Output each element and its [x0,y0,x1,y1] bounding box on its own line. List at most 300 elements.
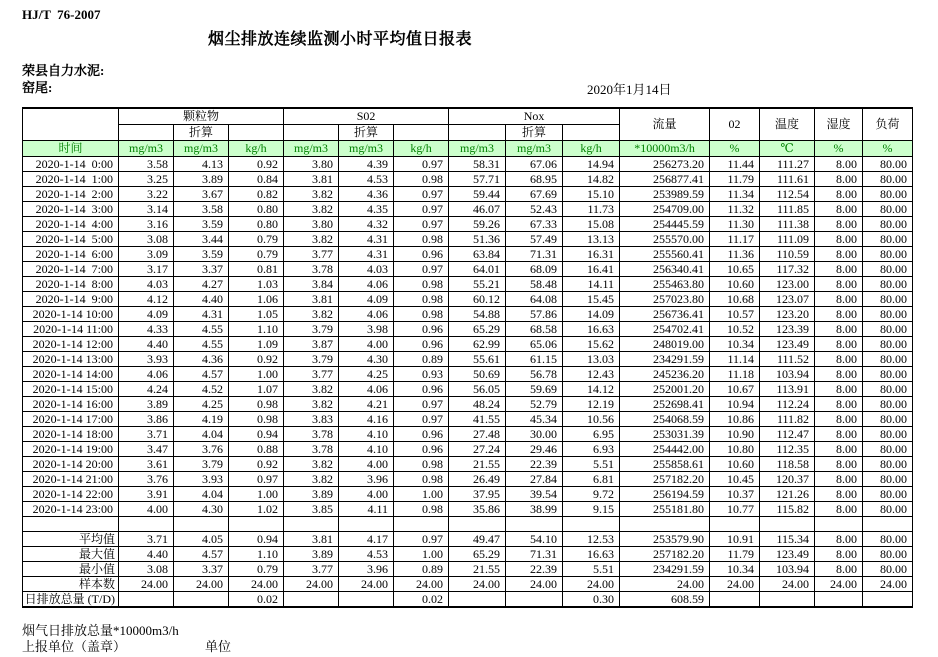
value-cell: 117.32 [760,261,815,276]
value-cell: 80.00 [863,471,913,486]
value-cell: 4.06 [339,276,394,291]
value-cell: 80.00 [863,396,913,411]
stack-name: 窑尾: [22,80,53,95]
col-flow: 流量 [620,108,710,140]
summary-value-cell: 3.81 [284,531,339,546]
value-cell: 0.96 [394,426,449,441]
value-cell: 4.10 [339,441,394,456]
data-row [23,501,913,516]
value-cell: 4.27 [174,276,229,291]
value-cell: 4.09 [119,306,174,321]
summary-value-cell: 0.02 [394,591,449,607]
value-cell: 60.12 [449,291,506,306]
time-cell: 2020-1-14 5:00 [23,231,119,246]
summary-value-cell: 3.77 [284,561,339,576]
value-cell: 111.85 [760,201,815,216]
value-cell: 4.57 [174,366,229,381]
time-cell: 2020-1-14 3:00 [23,201,119,216]
value-cell: 0.96 [394,321,449,336]
value-cell: 256736.41 [620,306,710,321]
summary-value-cell: 0.30 [563,591,620,607]
data-row [23,171,913,186]
monitoring-report-table [22,107,913,608]
summary-value-cell: 24.00 [119,576,174,591]
time-cell: 2020-1-14 1:00 [23,171,119,186]
summary-value-cell: 123.49 [760,546,815,561]
value-cell: 0.82 [229,186,284,201]
value-cell: 0.80 [229,201,284,216]
value-cell: 4.11 [339,501,394,516]
value-cell: 254702.41 [620,321,710,336]
spacer-cell [394,516,449,531]
value-cell: 46.07 [449,201,506,216]
value-cell: 22.39 [506,456,563,471]
reporting-unit-label: 上报单位（盖章） [22,639,127,654]
flue-gas-total-label: 烟气日排放总量*10000m3/h [22,623,179,638]
spacer-cell [174,516,229,531]
value-cell: 8.00 [815,216,863,231]
time-cell: 2020-1-14 22:00 [23,486,119,501]
value-cell: 3.61 [119,456,174,471]
value-cell: 58.48 [506,276,563,291]
value-cell: 0.96 [394,336,449,351]
summary-value-cell: 103.94 [760,561,815,576]
summary-value-cell: 0.02 [229,591,284,607]
value-cell: 111.82 [760,411,815,426]
value-cell: 1.00 [394,486,449,501]
value-cell: 5.51 [563,456,620,471]
summary-label [23,591,119,607]
value-cell: 1.06 [229,291,284,306]
value-cell: 3.89 [284,486,339,501]
value-cell: 67.33 [506,216,563,231]
value-cell: 80.00 [863,456,913,471]
value-cell: 253989.59 [620,186,710,201]
value-cell: 13.13 [563,231,620,246]
subcol-converted: 折算 [339,124,394,140]
summary-value-cell: 24.00 [710,576,760,591]
value-cell: 68.09 [506,261,563,276]
value-cell: 45.34 [506,411,563,426]
value-cell: 67.69 [506,186,563,201]
data-row [23,351,913,366]
time-cell: 2020-1-14 14:00 [23,366,119,381]
time-cell: 2020-1-14 16:00 [23,396,119,411]
summary-value-cell: 49.47 [449,531,506,546]
value-cell: 15.62 [563,336,620,351]
data-row [23,456,913,471]
value-cell: 80.00 [863,411,913,426]
value-cell: 10.68 [710,291,760,306]
value-cell: 80.00 [863,501,913,516]
unit-header: ℃ [760,140,815,156]
value-cell: 12.19 [563,396,620,411]
value-cell: 0.84 [229,171,284,186]
data-row [23,231,913,246]
value-cell: 3.58 [174,201,229,216]
value-cell: 120.37 [760,471,815,486]
summary-value-cell: 8.00 [815,546,863,561]
value-cell: 3.58 [119,156,174,171]
value-cell: 80.00 [863,186,913,201]
value-cell: 80.00 [863,441,913,456]
time-cell: 2020-1-14 6:00 [23,246,119,261]
value-cell: 112.24 [760,396,815,411]
summary-max-row [23,546,913,561]
spacer-cell [815,516,863,531]
value-cell: 59.44 [449,186,506,201]
value-cell: 29.46 [506,441,563,456]
col-group-nox: Nox [449,108,620,124]
value-cell: 3.09 [119,246,174,261]
summary-value-cell: 24.00 [760,576,815,591]
value-cell: 4.53 [339,171,394,186]
value-cell: 15.10 [563,186,620,201]
spacer-cell [339,516,394,531]
summary-value-cell: 10.34 [710,561,760,576]
value-cell: 57.49 [506,231,563,246]
data-row [23,216,913,231]
unit-header: mg/m3 [284,140,339,156]
value-cell: 1.03 [229,276,284,291]
subcol-blank [449,124,506,140]
summary-value-cell: 24.00 [339,576,394,591]
subcol-blank [284,124,339,140]
value-cell: 110.59 [760,246,815,261]
spacer-cell [284,516,339,531]
value-cell: 0.97 [229,471,284,486]
summary-value-cell: 1.00 [394,546,449,561]
value-cell: 57.71 [449,171,506,186]
value-cell: 15.45 [563,291,620,306]
value-cell: 252001.20 [620,381,710,396]
value-cell: 3.59 [174,246,229,261]
summary-value-cell: 8.00 [815,561,863,576]
spacer-cell [506,516,563,531]
value-cell: 12.43 [563,366,620,381]
value-cell: 3.83 [284,411,339,426]
value-cell: 1.00 [229,486,284,501]
time-header-spacer [23,108,119,140]
value-cell: 3.87 [284,336,339,351]
value-cell: 3.80 [284,216,339,231]
value-cell: 27.48 [449,426,506,441]
value-cell: 80.00 [863,261,913,276]
value-cell: 4.31 [339,246,394,261]
spacer-cell [119,516,174,531]
summary-value-cell: 0.97 [394,531,449,546]
summary-label-text: 平均值 [78,531,115,546]
summary-value-cell [449,591,506,607]
value-cell: 80.00 [863,291,913,306]
unit-header: kg/h [563,140,620,156]
value-cell: 8.00 [815,291,863,306]
spacer-cell [563,516,620,531]
value-cell: 64.01 [449,261,506,276]
summary-value-cell: 0.79 [229,561,284,576]
value-cell: 111.52 [760,351,815,366]
value-cell: 0.97 [394,156,449,171]
value-cell: 3.96 [339,471,394,486]
value-cell: 35.86 [449,501,506,516]
value-cell: 54.88 [449,306,506,321]
subcol-converted: 折算 [174,124,229,140]
summary-value-cell: 1.10 [229,546,284,561]
data-row [23,411,913,426]
value-cell: 10.52 [710,321,760,336]
spacer-cell [229,516,284,531]
spacer-cell [863,516,913,531]
time-cell: 2020-1-14 18:00 [23,426,119,441]
value-cell: 11.14 [710,351,760,366]
value-cell: 1.09 [229,336,284,351]
summary-label-text: 最大值 [78,546,115,561]
value-cell: 65.06 [506,336,563,351]
summary-value-cell: 3.71 [119,531,174,546]
value-cell: 0.98 [394,456,449,471]
value-cell: 255858.61 [620,456,710,471]
value-cell: 112.35 [760,441,815,456]
value-cell: 8.00 [815,426,863,441]
value-cell: 80.00 [863,156,913,171]
unit-header: % [815,140,863,156]
value-cell: 58.31 [449,156,506,171]
value-cell: 0.96 [394,441,449,456]
data-row [23,336,913,351]
value-cell: 80.00 [863,246,913,261]
time-cell: 2020-1-14 17:00 [23,411,119,426]
value-cell: 123.07 [760,291,815,306]
value-cell: 10.67 [710,381,760,396]
value-cell: 8.00 [815,336,863,351]
summary-value-cell [710,591,760,607]
value-cell: 0.79 [229,246,284,261]
value-cell: 4.00 [119,501,174,516]
value-cell: 123.00 [760,276,815,291]
value-cell: 3.85 [284,501,339,516]
value-cell: 4.06 [339,381,394,396]
value-cell: 3.79 [174,456,229,471]
value-cell: 10.45 [710,471,760,486]
value-cell: 80.00 [863,336,913,351]
value-cell: 3.84 [284,276,339,291]
value-cell: 50.69 [449,366,506,381]
value-cell: 123.39 [760,321,815,336]
value-cell: 11.17 [710,231,760,246]
value-cell: 3.82 [284,381,339,396]
value-cell: 3.82 [284,231,339,246]
value-cell: 13.03 [563,351,620,366]
value-cell: 80.00 [863,321,913,336]
value-cell: 8.00 [815,276,863,291]
value-cell: 11.32 [710,201,760,216]
summary-value-cell: 8.00 [815,531,863,546]
time-cell: 2020-1-14 11:00 [23,321,119,336]
value-cell: 0.92 [229,456,284,471]
unit-header: mg/m3 [506,140,563,156]
value-cell: 0.98 [229,396,284,411]
summary-value-cell: 24.00 [394,576,449,591]
data-row [23,321,913,336]
value-cell: 255463.80 [620,276,710,291]
col-o2: 02 [710,108,760,140]
value-cell: 48.24 [449,396,506,411]
value-cell: 256194.59 [620,486,710,501]
spacer-cell [449,516,506,531]
value-cell: 0.98 [394,276,449,291]
data-row [23,366,913,381]
value-cell: 257023.80 [620,291,710,306]
value-cell: 16.63 [563,321,620,336]
summary-value-cell: 24.00 [815,576,863,591]
summary-value-cell: 12.53 [563,531,620,546]
value-cell: 4.16 [339,411,394,426]
value-cell: 0.97 [394,201,449,216]
time-cell: 2020-1-14 12:00 [23,336,119,351]
unit-header: % [710,140,760,156]
unit-header: mg/m3 [174,140,229,156]
value-cell: 0.97 [394,216,449,231]
value-cell: 80.00 [863,306,913,321]
value-cell: 0.92 [229,156,284,171]
value-cell: 3.17 [119,261,174,276]
col-load: 负荷 [863,108,913,140]
value-cell: 0.96 [394,246,449,261]
value-cell: 3.93 [119,351,174,366]
summary-value-cell: 257182.20 [620,546,710,561]
unit-header: kg/h [394,140,449,156]
time-cell: 2020-1-14 19:00 [23,441,119,456]
value-cell: 80.00 [863,171,913,186]
value-cell: 4.00 [339,486,394,501]
value-cell: 8.00 [815,486,863,501]
value-cell: 8.00 [815,306,863,321]
time-cell: 2020-1-14 9:00 [23,291,119,306]
value-cell: 3.16 [119,216,174,231]
value-cell: 8.00 [815,231,863,246]
value-cell: 8.00 [815,321,863,336]
value-cell: 3.91 [119,486,174,501]
value-cell: 63.84 [449,246,506,261]
data-row [23,276,913,291]
value-cell: 3.08 [119,231,174,246]
page-title: 烟尘排放连续监测小时平均值日报表 [208,31,473,48]
value-cell: 4.04 [174,426,229,441]
value-cell: 1.02 [229,501,284,516]
summary-value-cell: 24.00 [449,576,506,591]
value-cell: 10.60 [710,456,760,471]
value-cell: 64.08 [506,291,563,306]
value-cell: 11.36 [710,246,760,261]
value-cell: 4.40 [174,291,229,306]
value-cell: 257182.20 [620,471,710,486]
value-cell: 27.24 [449,441,506,456]
value-cell: 111.38 [760,216,815,231]
value-cell: 4.35 [339,201,394,216]
col-humidity: 湿度 [815,108,863,140]
value-cell: 6.95 [563,426,620,441]
summary-value-cell: 80.00 [863,546,913,561]
value-cell: 10.94 [710,396,760,411]
value-cell: 3.82 [284,186,339,201]
value-cell: 4.12 [119,291,174,306]
value-cell: 41.55 [449,411,506,426]
value-cell: 80.00 [863,216,913,231]
value-cell: 71.31 [506,246,563,261]
data-row [23,396,913,411]
summary-value-cell: 4.57 [174,546,229,561]
value-cell: 8.00 [815,471,863,486]
value-cell: 111.27 [760,156,815,171]
value-cell: 27.84 [506,471,563,486]
summary-value-cell: 5.51 [563,561,620,576]
summary-value-cell: 24.00 [563,576,620,591]
value-cell: 4.21 [339,396,394,411]
unit-header: % [863,140,913,156]
summary-value-cell: 24.00 [620,576,710,591]
value-cell: 11.73 [563,201,620,216]
value-cell: 254442.00 [620,441,710,456]
summary-label-text: 日排放总量 (T/D) [24,591,115,606]
value-cell: 8.00 [815,501,863,516]
value-cell: 11.44 [710,156,760,171]
value-cell: 10.65 [710,261,760,276]
time-cell: 2020-1-14 7:00 [23,261,119,276]
value-cell: 10.57 [710,306,760,321]
value-cell: 61.15 [506,351,563,366]
summary-value-cell: 0.94 [229,531,284,546]
value-cell: 1.07 [229,381,284,396]
value-cell: 38.99 [506,501,563,516]
value-cell: 245236.20 [620,366,710,381]
summary-value-cell [339,591,394,607]
value-cell: 3.71 [119,426,174,441]
value-cell: 112.54 [760,186,815,201]
value-cell: 10.56 [563,411,620,426]
value-cell: 4.06 [339,306,394,321]
value-cell: 62.99 [449,336,506,351]
value-cell: 80.00 [863,366,913,381]
value-cell: 3.25 [119,171,174,186]
value-cell: 4.33 [119,321,174,336]
value-cell: 4.32 [339,216,394,231]
value-cell: 80.00 [863,426,913,441]
value-cell: 80.00 [863,381,913,396]
summary-value-cell [174,591,229,607]
time-cell: 2020-1-14 15:00 [23,381,119,396]
spacer-row [23,516,913,531]
value-cell: 56.05 [449,381,506,396]
value-cell: 0.97 [394,396,449,411]
summary-value-cell: 24.00 [863,576,913,591]
value-cell: 80.00 [863,231,913,246]
value-cell: 8.00 [815,156,863,171]
unit-header: kg/h [229,140,284,156]
value-cell: 3.82 [284,456,339,471]
time-header: 时间 [23,140,119,156]
value-cell: 4.36 [339,186,394,201]
value-cell: 253031.39 [620,426,710,441]
value-cell: 3.81 [284,171,339,186]
value-cell: 118.58 [760,456,815,471]
value-cell: 0.81 [229,261,284,276]
value-cell: 3.77 [284,366,339,381]
summary-value-cell: 21.55 [449,561,506,576]
report-date: 2020年1月14日 [587,82,672,97]
summary-min-row [23,561,913,576]
value-cell: 0.98 [394,231,449,246]
value-cell: 55.21 [449,276,506,291]
